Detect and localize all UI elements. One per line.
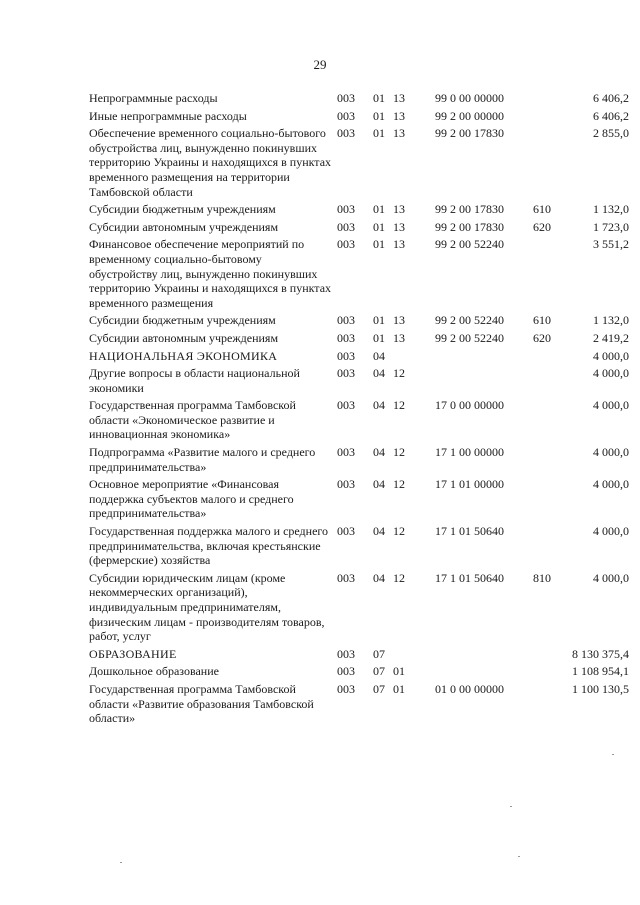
- row-ved-code: 003: [337, 330, 355, 345]
- row-expense-type-code: [533, 366, 559, 398]
- row-expense-type-code: [533, 682, 559, 729]
- row-expense-type-code: 810: [533, 570, 551, 585]
- row-target-article-code: 17 1 01 50640: [435, 524, 504, 539]
- table-row: [89, 202, 629, 220]
- row-ved-code: 003: [337, 219, 355, 234]
- row-amount: 6 406,2: [593, 108, 629, 123]
- table-row: [89, 524, 629, 571]
- row-target-article-code: 99 2 00 52240: [435, 330, 504, 345]
- row-expense-type-code: [533, 664, 559, 682]
- table-row: [89, 220, 629, 238]
- row-name: Обеспечение временного социально-бытового обустройства лиц, вынужденно покинувших территорию Украины и находящихся в пунктах временного размещения на территории Тамбовской области: [89, 126, 332, 199]
- row-target-article-code: 99 0 00 00000: [435, 91, 504, 105]
- row-subsection-code: 13: [393, 202, 405, 217]
- row-amount: 4 000,0: [593, 570, 629, 585]
- row-target-article-code: 17 0 00 00000: [435, 398, 504, 413]
- row-section-code: 07: [373, 664, 385, 679]
- row-target-article-code: 99 2 00 52240: [435, 237, 504, 252]
- row-expense-type-code: [533, 524, 559, 571]
- row-subsection-code: 12: [393, 570, 405, 585]
- row-section-code: 04: [373, 524, 385, 539]
- row-section-code: 01: [373, 202, 385, 217]
- row-name: Субсидии автономным учреждениям: [89, 330, 279, 345]
- row-subsection-code: [393, 647, 435, 665]
- row-subsection-code: 13: [393, 313, 405, 328]
- row-subsection-code: [393, 349, 435, 367]
- page-number: 29: [313, 57, 327, 72]
- scan-speck: [510, 806, 512, 807]
- row-name: Непрограммные расходы: [89, 91, 218, 105]
- table-row: [89, 331, 629, 349]
- row-name: ОБРАЗОВАНИЕ: [89, 646, 177, 661]
- row-subsection-code: 12: [393, 398, 405, 413]
- budget-table-body: [89, 91, 629, 729]
- row-expense-type-code: [533, 398, 559, 445]
- row-ved-code: 003: [337, 348, 355, 363]
- table-row: [89, 664, 629, 682]
- row-amount: 2 855,0: [593, 126, 629, 141]
- row-target-article-code: 99 2 00 52240: [435, 313, 504, 328]
- row-expense-type-code: [533, 91, 559, 109]
- row-name: Дошкольное образование: [89, 664, 219, 679]
- row-name: НАЦИОНАЛЬНАЯ ЭКОНОМИКА: [89, 348, 278, 363]
- row-amount: 3 551,2: [593, 237, 629, 252]
- row-target-article-code: 99 2 00 17830: [435, 202, 504, 217]
- row-amount: 1 132,0: [593, 313, 629, 328]
- row-target-article-code: [435, 647, 533, 665]
- row-name: Субсидии автономным учреждениям: [89, 219, 279, 234]
- row-section-code: 04: [373, 348, 385, 363]
- row-subsection-code: 12: [393, 366, 405, 381]
- row-amount: 1 108 954,1: [572, 664, 629, 679]
- table-row: [89, 126, 629, 202]
- row-ved-code: 003: [337, 524, 355, 539]
- row-subsection-code: 12: [393, 445, 405, 460]
- scan-speck: [612, 754, 614, 755]
- row-section-code: 01: [373, 313, 385, 328]
- table-row: [89, 398, 629, 445]
- row-subsection-code: 13: [393, 219, 405, 234]
- row-subsection-code: 01: [393, 664, 405, 679]
- row-name: Субсидии бюджетным учреждениям: [89, 313, 276, 328]
- row-target-article-code: 17 1 01 00000: [435, 477, 504, 492]
- table-row: [89, 445, 629, 477]
- row-expense-type-code: [533, 477, 559, 524]
- row-section-code: 01: [373, 237, 385, 252]
- row-ved-code: 003: [337, 202, 355, 217]
- row-name: Иные непрограммные расходы: [89, 108, 247, 123]
- row-subsection-code: 13: [393, 108, 405, 123]
- table-row: [89, 349, 629, 367]
- row-amount: 4 000,0: [593, 445, 629, 460]
- row-ved-code: 003: [337, 313, 355, 328]
- row-amount: 4 000,0: [593, 477, 629, 492]
- scan-speck: [518, 856, 520, 857]
- row-expense-type-code: [533, 647, 559, 665]
- row-ved-code: 003: [337, 91, 355, 105]
- row-section-code: 04: [373, 445, 385, 460]
- row-amount: 2 419,2: [593, 330, 629, 345]
- row-ved-code: 003: [337, 681, 355, 696]
- row-target-article-code: 99 2 00 00000: [435, 108, 504, 123]
- row-subsection-code: 01: [393, 681, 405, 696]
- row-amount: 4 000,0: [593, 348, 629, 363]
- table-row: [89, 366, 629, 398]
- row-section-code: 04: [373, 366, 385, 381]
- row-amount: 6 406,2: [593, 91, 629, 105]
- scan-speck: [120, 862, 122, 863]
- row-target-article-code: [435, 366, 533, 398]
- row-section-code: 01: [373, 108, 385, 123]
- row-amount: 1 100 130,5: [572, 681, 629, 696]
- row-ved-code: 003: [337, 477, 355, 492]
- row-ved-code: 003: [337, 398, 355, 413]
- row-ved-code: 003: [337, 646, 355, 661]
- budget-table: [89, 91, 629, 729]
- row-subsection-code: 13: [393, 237, 405, 252]
- row-section-code: 04: [373, 477, 385, 492]
- row-name: Субсидии бюджетным учреждениям: [89, 202, 276, 217]
- row-section-code: 07: [373, 646, 385, 661]
- row-name: Финансовое обеспечение мероприятий по временному социально-бытовому обустройству лиц, вынужденно покинувших территорию Украины и находящихся в пунктах временного размещения: [89, 237, 332, 310]
- row-ved-code: 003: [337, 664, 355, 679]
- row-ved-code: 003: [337, 108, 355, 123]
- row-target-article-code: 17 1 00 00000: [435, 445, 504, 460]
- row-expense-type-code: 610: [533, 313, 551, 328]
- row-name: Другие вопросы в области национальной экономики: [89, 366, 300, 395]
- row-expense-type-code: [533, 445, 559, 477]
- row-target-article-code: 01 0 00 00000: [435, 681, 504, 696]
- table-row: [89, 647, 629, 665]
- row-target-article-code: 99 2 00 17830: [435, 219, 504, 234]
- row-section-code: 01: [373, 126, 385, 141]
- row-ved-code: 003: [337, 366, 355, 381]
- row-target-article-code: 17 1 01 50640: [435, 570, 504, 585]
- row-expense-type-code: [533, 109, 559, 127]
- row-name: Подпрограмма «Развитие малого и среднего предпринимательства»: [89, 445, 316, 474]
- row-section-code: 07: [373, 681, 385, 696]
- table-row: [89, 682, 629, 729]
- row-amount: 4 000,0: [593, 398, 629, 413]
- row-target-article-code: [435, 349, 533, 367]
- row-ved-code: 003: [337, 126, 355, 141]
- row-subsection-code: 13: [393, 126, 405, 141]
- row-expense-type-code: 620: [533, 330, 551, 345]
- row-target-article-code: [435, 664, 533, 682]
- table-row: [89, 91, 629, 109]
- row-expense-type-code: 610: [533, 202, 551, 217]
- row-subsection-code: 12: [393, 477, 405, 492]
- table-row: [89, 237, 629, 313]
- row-amount: 4 000,0: [593, 524, 629, 539]
- table-row: [89, 109, 629, 127]
- row-subsection-code: 12: [393, 524, 405, 539]
- row-section-code: 01: [373, 91, 385, 105]
- row-amount: 1 723,0: [593, 219, 629, 234]
- row-subsection-code: 13: [393, 330, 405, 345]
- row-section-code: 04: [373, 398, 385, 413]
- row-name: Субсидии юридическим лицам (кроме некоммерческих организаций), индивидуальным предпринимателям, физическим лицам - производителям товаров, работ, услуг: [89, 570, 325, 644]
- row-expense-type-code: [533, 237, 559, 313]
- row-subsection-code: 13: [393, 91, 405, 105]
- table-row: [89, 313, 629, 331]
- row-section-code: 01: [373, 330, 385, 345]
- row-section-code: 01: [373, 219, 385, 234]
- table-row: [89, 571, 629, 647]
- row-ved-code: 003: [337, 570, 355, 585]
- row-expense-type-code: 620: [533, 219, 551, 234]
- row-expense-type-code: [533, 349, 559, 367]
- row-name: Государственная поддержка малого и среднего предпринимательства, включая крестьянские (фермерские) хозяйства: [89, 524, 329, 568]
- row-section-code: 04: [373, 570, 385, 585]
- row-name: Государственная программа Тамбовской области «Развитие образования Тамбовской области»: [89, 681, 314, 726]
- row-amount: 4 000,0: [593, 366, 629, 381]
- table-row: [89, 477, 629, 524]
- row-amount: 8 130 375,4: [572, 646, 629, 661]
- row-expense-type-code: [533, 126, 559, 202]
- row-ved-code: 003: [337, 237, 355, 252]
- row-amount: 1 132,0: [593, 202, 629, 217]
- row-target-article-code: 99 2 00 17830: [435, 126, 504, 141]
- row-name: Государственная программа Тамбовской области «Экономическое развитие и инновационная экономика»: [89, 398, 296, 442]
- row-ved-code: 003: [337, 445, 355, 460]
- row-name: Основное мероприятие «Финансовая поддержка субъектов малого и среднего предпринимательства»: [89, 477, 294, 521]
